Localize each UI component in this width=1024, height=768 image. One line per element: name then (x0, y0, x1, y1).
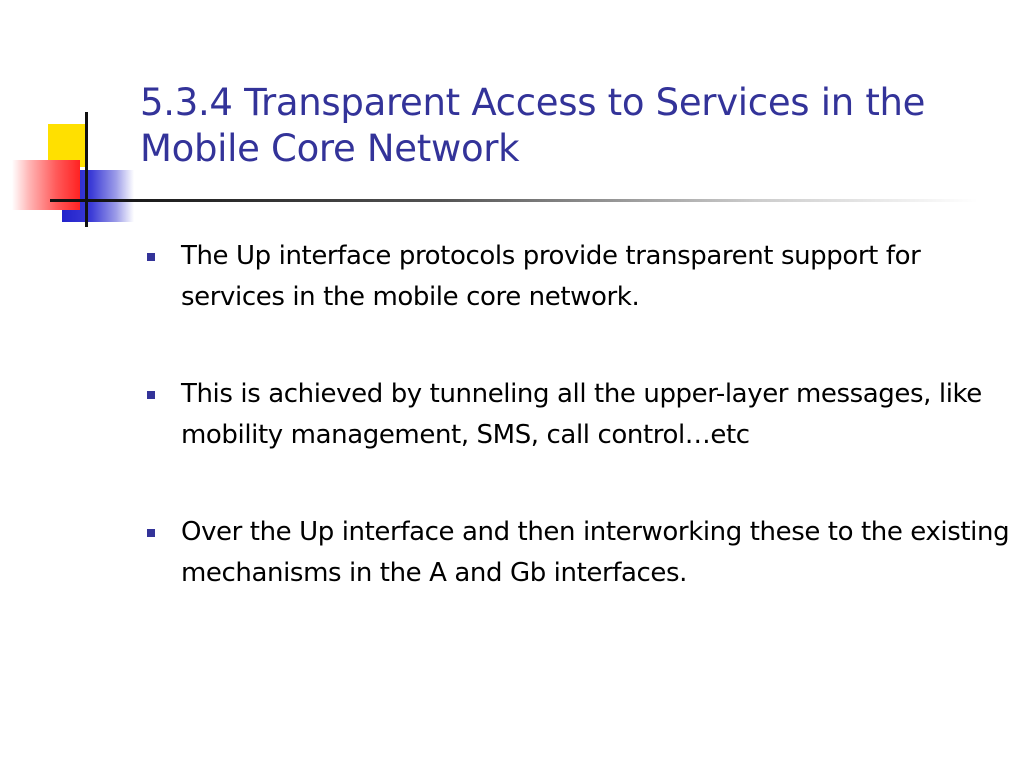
bullet-text: Over the Up interface and then interworking these to the existing mechanisms in the A and Gb interfaces. (181, 517, 1010, 588)
slide-title: 5.3.4 Transparent Access to Services in the Mobile Core Network (140, 81, 926, 170)
title-divider (88, 199, 978, 202)
bullet-list (140, 236, 1010, 650)
logo-vertical-line (85, 112, 88, 227)
square-bullet-icon (147, 253, 155, 261)
colored-squares-logo-icon (0, 0, 150, 240)
bullet-item (140, 236, 1010, 318)
bullet-item (140, 512, 1010, 594)
bullet-item (140, 374, 1010, 456)
square-bullet-icon (147, 529, 155, 537)
logo-red-square (12, 160, 80, 210)
bullet-text: The Up interface protocols provide transparent support for services in the mobile core network. (181, 241, 921, 312)
square-bullet-icon (147, 391, 155, 399)
bullet-text: This is achieved by tunneling all the upper-layer messages, like mobility management, SMS, call control…etc (181, 379, 982, 450)
